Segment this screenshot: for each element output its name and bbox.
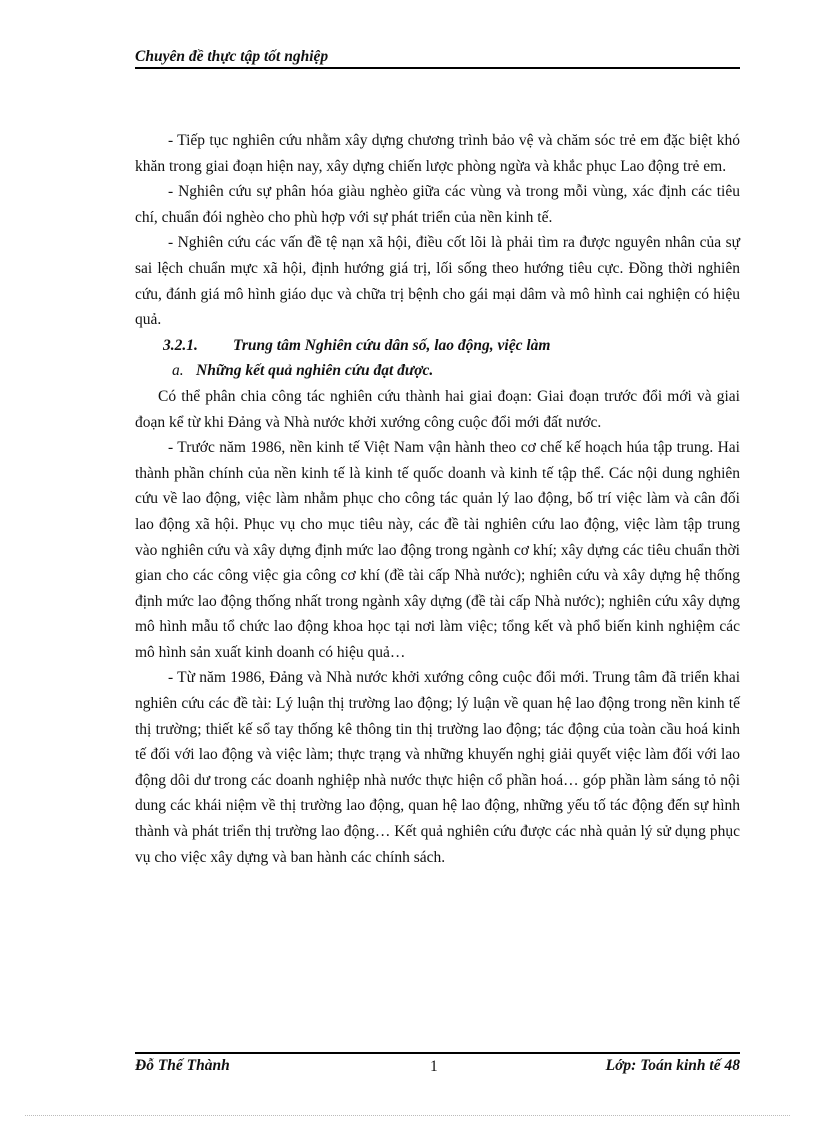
subsection-letter: a. (172, 362, 184, 380)
paragraph: - Tiếp tục nghiên cứu nhằm xây dựng chương trình bảo vệ và chăm sóc trẻ em đặc biệt khó khăn trong giai đoạn hiện nay, xây dựng chiến lược phòng ngừa và khắc phục Lao động trẻ em. (135, 132, 740, 175)
section-title: Trung tâm Nghiên cứu dân số, lao động, việc làm (233, 336, 551, 354)
paragraph: - Nghiên cứu sự phân hóa giàu nghèo giữa các vùng và trong mỗi vùng, xác định các tiêu chí, chuẩn đói nghèo cho phù hợp với sự phát triển của nền kinh tế. (135, 183, 740, 226)
paragraph: - Từ năm 1986, Đảng và Nhà nước khởi xướng công cuộc đổi mới. Trung tâm đã triển khai nghiên cứu các đề tài: Lý luận thị trường lao động; lý luận về quan hệ lao động trong nền kinh tế thị trường; thiết kế sổ tay thống kê thông tin thị trường lao động; tác động của toàn cầu hoá kinh tế đối với lao động và việc làm; thực trạng và những khuyến nghị giải quyết việc làm đối với lao động dôi dư trong các doanh nghiệp nhà nước thực hiện cổ phần hoá… góp phần làm sáng tỏ nội dung các khái niệm về thị trường lao động, quan hệ lao động, những yếu tố tác động đến sự hình thành và phát triển thị trường lao động… Kết quả nghiên cứu được các nhà quản lý sử dụng phục vụ cho việc xây dựng và ban hành các chính sách. (135, 669, 740, 866)
header-divider (135, 67, 740, 69)
subsection-title: Những kết quả nghiên cứu đạt được. (196, 362, 434, 380)
paragraph: - Trước năm 1986, nền kinh tế Việt Nam vận hành theo cơ chế kế hoạch húa tập trung. Hai thành phần chính của nền kinh tế là kinh tế quốc doanh và kinh tế tập thể. Các nội dung nghiên cứu về lao động, việc làm nhằm phục cho công tác quản lý lao động, bố trí việc làm và cân đối lao động xã hội. Phục vụ cho mục tiêu này, các đề tài nghiên cứu lao động, việc làm tập trung vào nghiên cứu và xây dựng định mức lao động trong ngành cơ khí; xây dựng các tiêu chuẩn thời gian cho các công việc gia công cơ khí (đề tài cấp Nhà nước); nghiên cứu và xây dựng hệ thống định mức lao động thống nhất trong ngành xây dựng (đề tài cấp Nhà nước); nghiên cứu xây dựng mô hình mẫu tổ chức lao động khoa học tại nơi làm việc; tổng kết và phổ biến kinh nghiệm các mô hình sản xuất kinh doanh có hiệu quả… (135, 439, 740, 661)
paragraph: - Nghiên cứu các vấn đề tệ nạn xã hội, điều cốt lõi là phải tìm ra được nguyên nhân của sự sai lệch chuẩn mực xã hội, định hướng giá trị, lối sống theo hướng tiêu cực. Đồng thời nghiên cứu, đánh giá mô hình giáo dục và chữa trị bệnh cho gái mại dâm và mô hình cai nghiện có hiệu quả. (135, 234, 740, 329)
footer-class-label: Lớp: Toán kinh tế 48 (605, 1057, 740, 1074)
subsection-heading (135, 358, 740, 384)
page-number: 1 (430, 1058, 438, 1075)
section-number: 3.2.1. (163, 336, 198, 354)
footer-author: Đỗ Thế Thành (135, 1057, 230, 1074)
section-heading (135, 333, 740, 359)
paragraph: Có thể phân chia công tác nghiên cứu thành hai giai đoạn: Giai đoạn trước đổi mới và giai đoạn kể từ khi Đảng và Nhà nước khởi xướng công cuộc đổi mới đất nước. (135, 387, 740, 431)
page-header-title: Chuyên đề thực tập tốt nghiệp (135, 48, 329, 65)
footer-divider (135, 1052, 740, 1054)
document-body (135, 128, 740, 870)
page-bottom-border (25, 1115, 790, 1116)
